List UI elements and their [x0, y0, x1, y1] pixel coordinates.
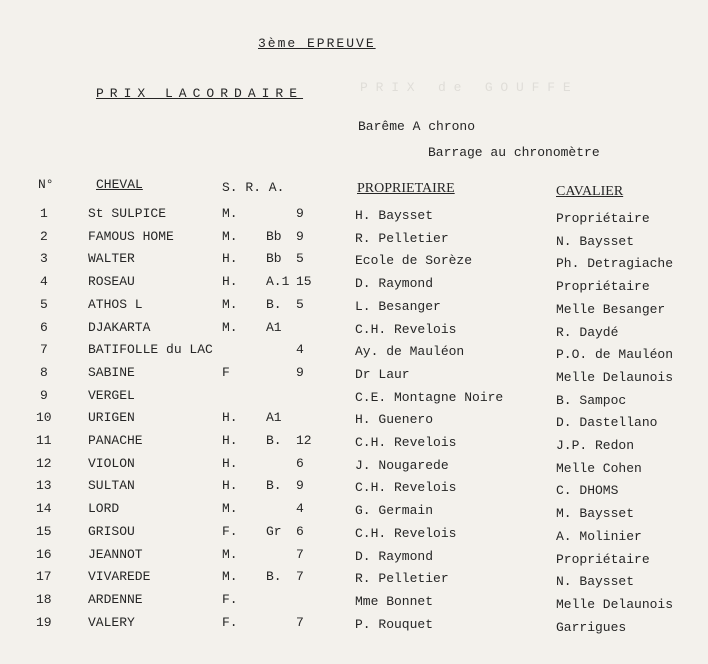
- horse-race: B.: [266, 569, 282, 584]
- rider-name: Garrigues: [556, 620, 627, 635]
- rider-name: Melle Delaunois: [556, 597, 674, 612]
- horse-sex: F.: [222, 615, 238, 630]
- horse-age: 4: [296, 342, 304, 357]
- rider-name: N. Baysset: [556, 234, 635, 249]
- horse-sex: M.: [222, 206, 238, 221]
- row-number: 3: [40, 251, 48, 266]
- owner-name: C.E. Montagne Noire: [355, 390, 504, 405]
- row-number: 2: [40, 229, 48, 244]
- rider-name: Melle Cohen: [556, 461, 642, 476]
- horse-name: LORD: [88, 501, 120, 516]
- horse-sex: M.: [222, 297, 238, 312]
- row-number: 13: [36, 478, 52, 493]
- owner-name: C.H. Revelois: [355, 435, 457, 450]
- horse-age: 12: [296, 433, 312, 448]
- horse-name: WALTER: [88, 251, 135, 266]
- bareme-line: Barême A chrono: [358, 119, 476, 134]
- row-number: 8: [40, 365, 48, 380]
- owner-name: C.H. Revelois: [355, 322, 457, 337]
- row-number: 17: [36, 569, 52, 584]
- owner-name: Ay. de Mauléon: [355, 344, 465, 359]
- col-header-cavalier: CAVALIER: [556, 184, 624, 199]
- row-number: 16: [36, 547, 52, 562]
- horse-race: A1: [266, 410, 282, 425]
- horse-race: B.: [266, 297, 282, 312]
- row-number: 11: [36, 433, 52, 448]
- owner-name: J. Nougarede: [355, 458, 449, 473]
- rider-name: Propriétaire: [556, 552, 650, 567]
- owner-name: R. Pelletier: [355, 231, 449, 246]
- owner-name: H. Guenero: [355, 412, 434, 427]
- horse-sex: M.: [222, 547, 238, 562]
- row-number: 10: [36, 410, 52, 425]
- row-number: 15: [36, 524, 52, 539]
- epreuve-text: 3ème EPREUVE: [258, 36, 376, 51]
- horse-race: Bb: [266, 229, 282, 244]
- horse-name: BATIFOLLE du LAC: [88, 342, 213, 357]
- owner-name: R. Pelletier: [355, 571, 449, 586]
- owner-name: P. Rouquet: [355, 617, 434, 632]
- horse-name: SULTAN: [88, 478, 135, 493]
- col-header-cheval: CHEVAL: [96, 177, 143, 192]
- horse-age: 9: [296, 206, 304, 221]
- horse-age: 4: [296, 501, 304, 516]
- horse-name: FAMOUS HOME: [88, 229, 174, 244]
- horse-sex: H.: [222, 478, 238, 493]
- horse-age: 15: [296, 274, 312, 289]
- horse-race: Gr: [266, 524, 282, 539]
- horse-name: DJAKARTA: [88, 320, 151, 335]
- rider-name: M. Baysset: [556, 506, 635, 521]
- bleed-through: P R I X d e G O U F F E: [360, 80, 680, 95]
- rider-name: Propriétaire: [556, 279, 650, 294]
- row-number: 5: [40, 297, 48, 312]
- horse-sex: F.: [222, 592, 238, 607]
- owner-name: G. Germain: [355, 503, 434, 518]
- epreuve-title: [258, 36, 376, 51]
- horse-age: 9: [296, 478, 304, 493]
- owner-name: Mme Bonnet: [355, 594, 434, 609]
- row-number: 12: [36, 456, 52, 471]
- row-number: 14: [36, 501, 52, 516]
- horse-age: 6: [296, 524, 304, 539]
- horse-age: 9: [296, 365, 304, 380]
- bleed-through: [240, 125, 248, 140]
- owner-name: Dr Laur: [355, 367, 410, 382]
- rider-name: Melle Besanger: [556, 302, 666, 317]
- row-number: 4: [40, 274, 48, 289]
- owner-name: D. Raymond: [355, 276, 434, 291]
- rider-name: Propriétaire: [556, 211, 650, 226]
- horse-name: PANACHE: [88, 433, 143, 448]
- rider-name: B. Sampoc: [556, 393, 627, 408]
- horse-age: 7: [296, 615, 304, 630]
- row-number: 1: [40, 206, 48, 221]
- horse-name: URIGEN: [88, 410, 135, 425]
- horse-sex: F: [222, 365, 230, 380]
- owner-name: Ecole de Sorèze: [355, 253, 473, 268]
- horse-name: ARDENNE: [88, 592, 143, 607]
- horse-race: A.1: [266, 274, 290, 289]
- rider-name: N. Baysset: [556, 574, 635, 589]
- horse-name: VERGEL: [88, 388, 135, 403]
- row-number: 7: [40, 342, 48, 357]
- horse-name: VIOLON: [88, 456, 135, 471]
- horse-name: ROSEAU: [88, 274, 135, 289]
- horse-age: 5: [296, 251, 304, 266]
- horse-age: 7: [296, 569, 304, 584]
- rider-name: P.O. de Mauléon: [556, 347, 674, 362]
- owner-name: D. Raymond: [355, 549, 434, 564]
- barrage-line: Barrage au chronomètre: [428, 145, 600, 160]
- row-number: 6: [40, 320, 48, 335]
- owner-name: H. Baysset: [355, 208, 434, 223]
- horse-race: A1: [266, 320, 282, 335]
- rider-name: J.P. Redon: [556, 438, 635, 453]
- col-header-no: N°: [38, 177, 54, 192]
- rider-name: Ph. Detragiache: [556, 256, 674, 271]
- owner-name: L. Besanger: [355, 299, 441, 314]
- owner-name: C.H. Revelois: [355, 480, 457, 495]
- horse-name: ATHOS L: [88, 297, 143, 312]
- horse-sex: M.: [222, 320, 238, 335]
- horse-sex: H.: [222, 274, 238, 289]
- horse-sex: F.: [222, 524, 238, 539]
- horse-sex: M.: [222, 229, 238, 244]
- horse-sex: H.: [222, 433, 238, 448]
- prix-title: [96, 86, 303, 101]
- horse-race: B.: [266, 478, 282, 493]
- horse-sex: H.: [222, 456, 238, 471]
- row-number: 18: [36, 592, 52, 607]
- rider-name: A. Molinier: [556, 529, 642, 544]
- horse-age: 9: [296, 229, 304, 244]
- col-header-proprietaire: PROPRIETAIRE: [357, 181, 455, 196]
- rider-name: Melle Delaunois: [556, 370, 674, 385]
- horse-name: SABINE: [88, 365, 135, 380]
- horse-sex: H.: [222, 410, 238, 425]
- horse-name: VIVAREDE: [88, 569, 151, 584]
- horse-race: B.: [266, 433, 282, 448]
- horse-age: 7: [296, 547, 304, 562]
- horse-age: 6: [296, 456, 304, 471]
- horse-name: St SULPICE: [88, 206, 167, 221]
- horse-name: JEANNOT: [88, 547, 143, 562]
- row-number: 19: [36, 615, 52, 630]
- horse-race: Bb: [266, 251, 282, 266]
- rider-name: R. Daydé: [556, 325, 619, 340]
- horse-sex: M.: [222, 501, 238, 516]
- rider-name: D. Dastellano: [556, 415, 658, 430]
- col-header-sra: S. R. A.: [222, 180, 285, 195]
- horse-sex: H.: [222, 251, 238, 266]
- owner-name: C.H. Revelois: [355, 526, 457, 541]
- prix-text: PRIX LACORDAIRE: [96, 86, 304, 101]
- horse-name: VALERY: [88, 615, 135, 630]
- row-number: 9: [40, 388, 48, 403]
- horse-sex: M.: [222, 569, 238, 584]
- rider-name: C. DHOMS: [556, 483, 619, 498]
- horse-name: GRISOU: [88, 524, 135, 539]
- horse-age: 5: [296, 297, 304, 312]
